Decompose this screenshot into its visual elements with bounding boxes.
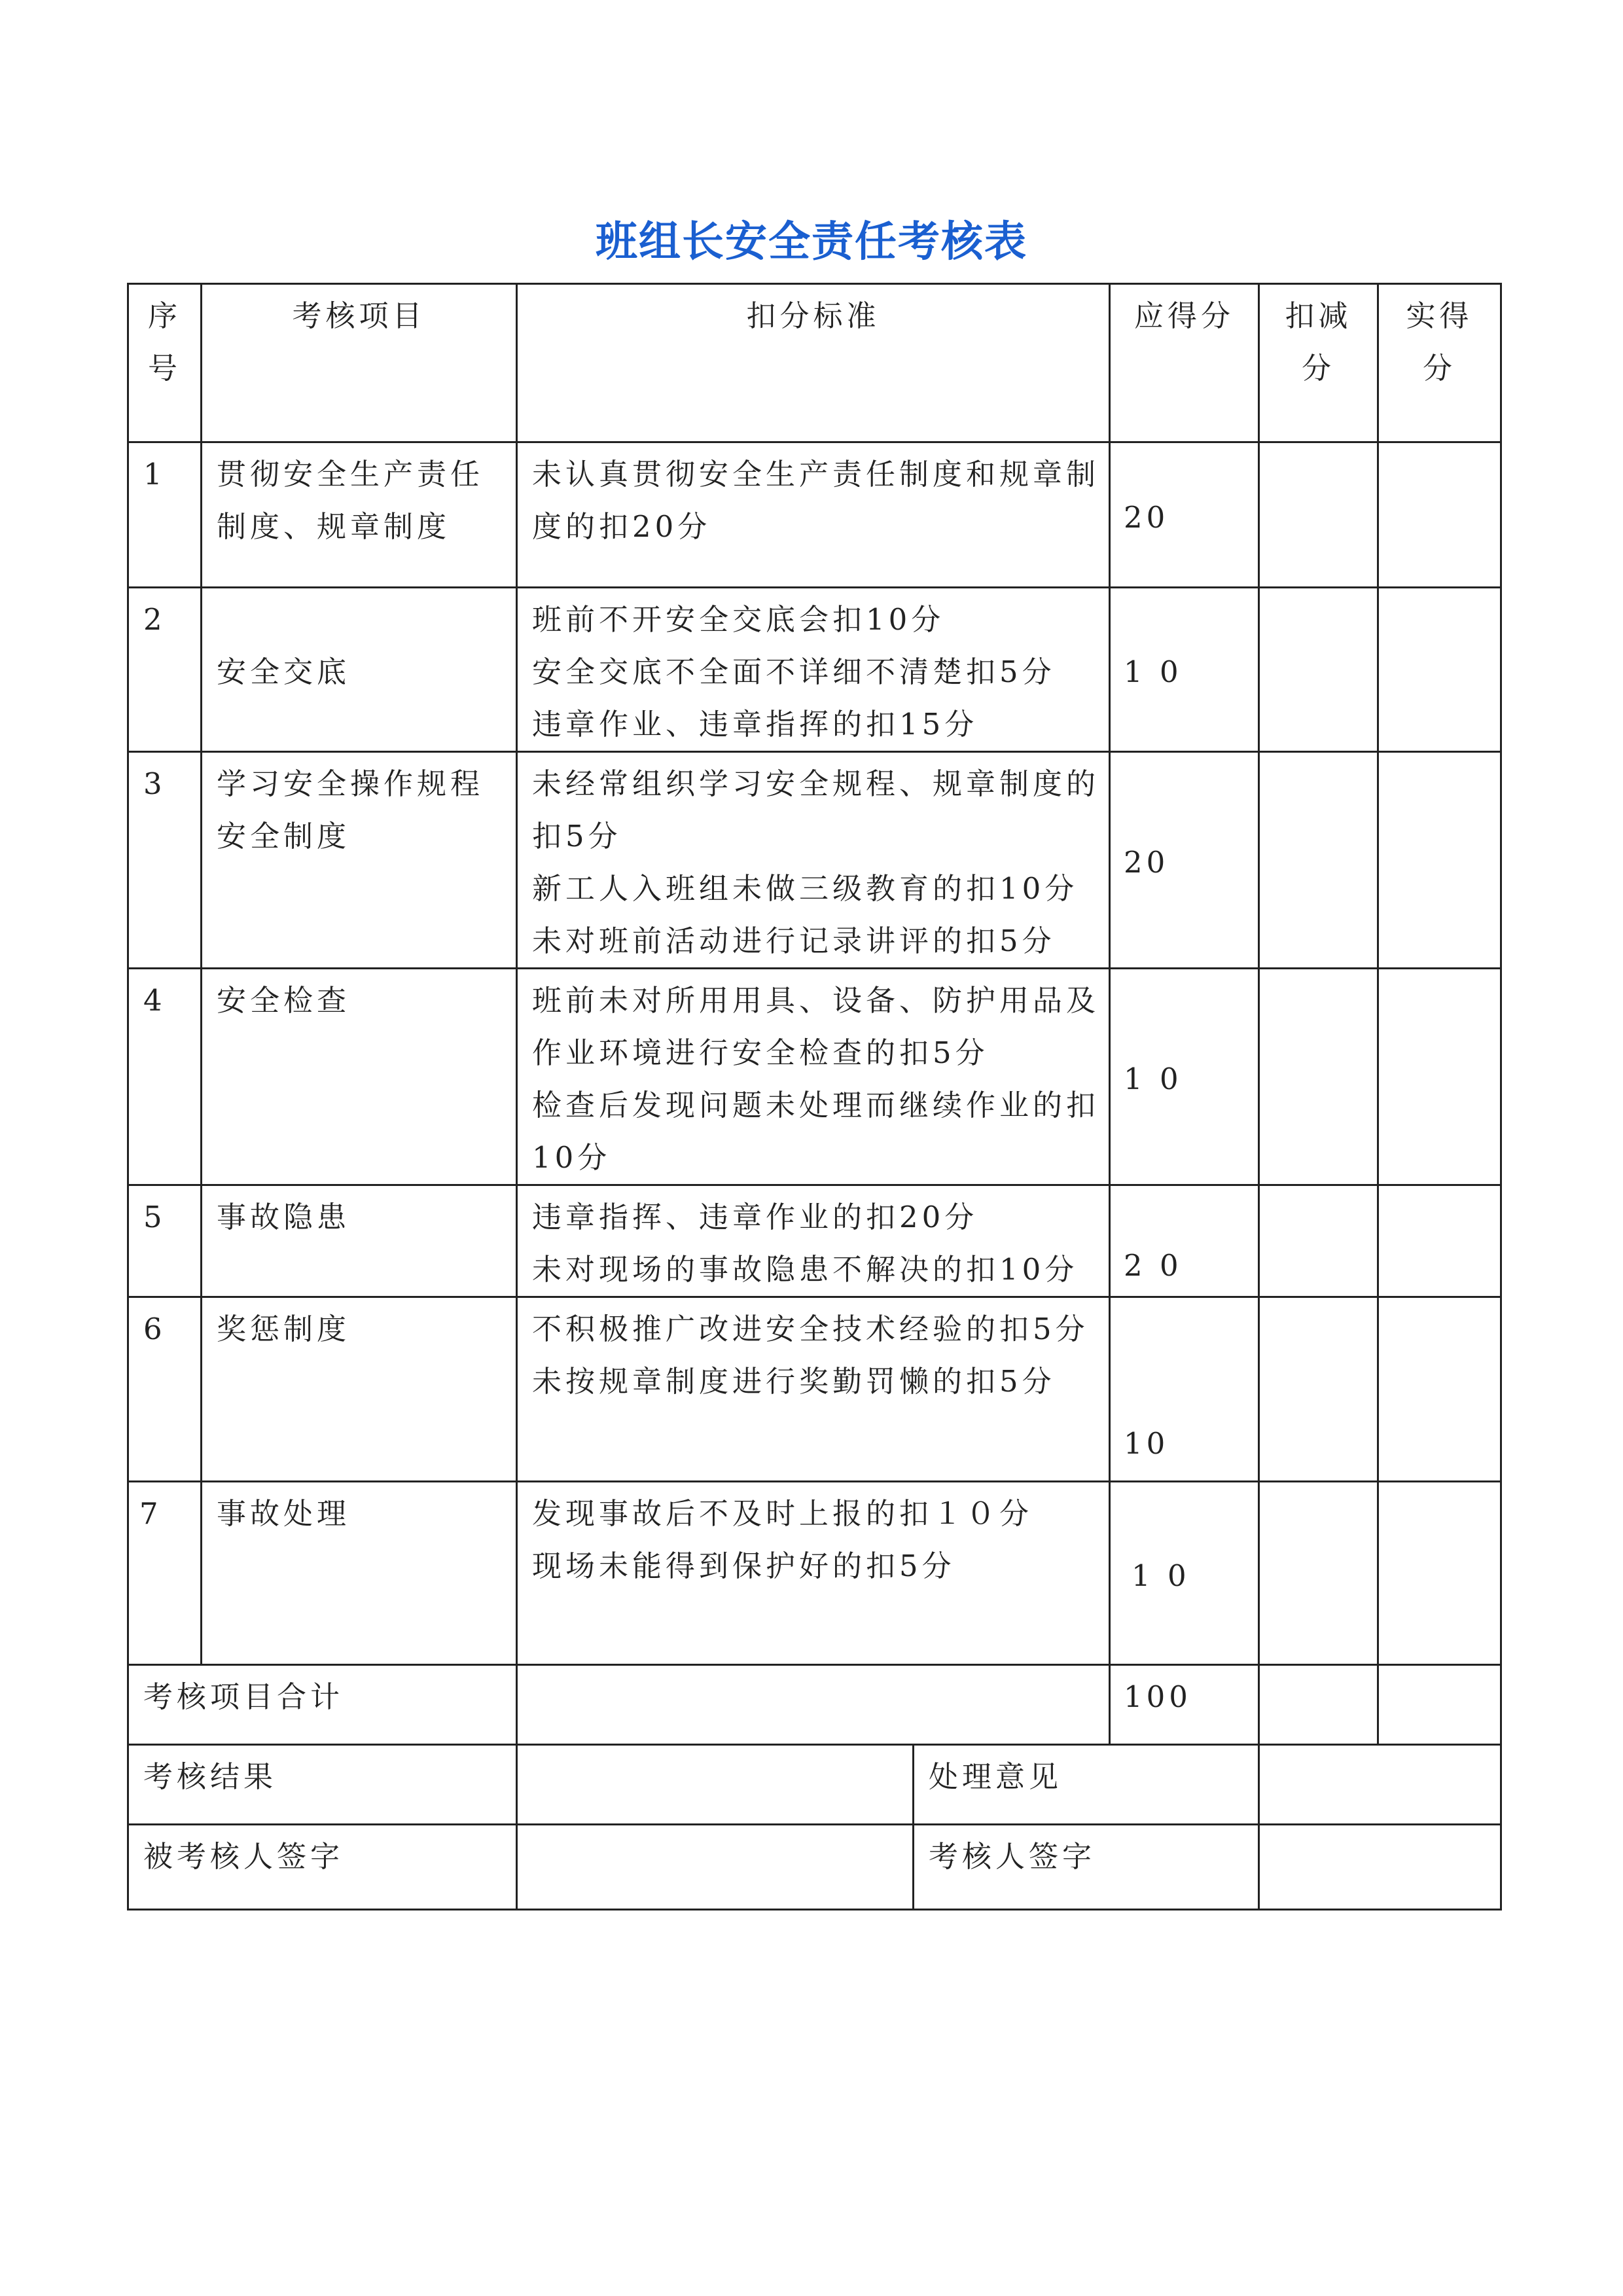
header-seq: 序 号	[128, 284, 202, 442]
row-item: 安全交底	[202, 588, 517, 752]
row-deduct-cell[interactable]	[1259, 1185, 1378, 1297]
row-deduct-cell[interactable]	[1259, 1297, 1378, 1482]
opinion-label: 处理意见	[914, 1745, 1259, 1825]
row-criteria: 班前不开安全交底会扣10分 安全交底不全面不详细不清楚扣5分 违章作业、违章指挥的扣15分	[517, 588, 1110, 752]
total-row	[128, 1665, 1501, 1745]
row-due-score: 1 0	[1110, 588, 1259, 752]
signature-row	[128, 1825, 1501, 1910]
table-row	[128, 1297, 1501, 1482]
row-item: 安全检查	[202, 969, 517, 1185]
total-deduct-cell[interactable]	[1259, 1665, 1378, 1745]
result-value-cell[interactable]	[517, 1745, 914, 1825]
row-due-score: 1 0	[1110, 969, 1259, 1185]
header-criteria: 扣分标准	[517, 284, 1110, 442]
header-actual: 实得 分	[1378, 284, 1501, 442]
total-score: 100	[1110, 1665, 1259, 1745]
result-row	[128, 1745, 1501, 1825]
row-due-score: 1 0	[1110, 1482, 1259, 1665]
row-criteria: 未经常组织学习安全规程、规章制度的 扣5分 新工人入班组未做三级教育的扣10分 未对班前活动进行记录讲评的扣5分	[517, 752, 1110, 969]
examinee-signature-label: 被考核人签字	[128, 1825, 517, 1910]
row-item: 事故处理	[202, 1482, 517, 1665]
row-deduct-cell[interactable]	[1259, 1482, 1378, 1665]
total-criteria-cell	[517, 1665, 1110, 1745]
assessment-table	[127, 283, 1502, 1910]
row-due-score: 10	[1110, 1297, 1259, 1482]
table-row	[128, 442, 1501, 588]
row-deduct-cell[interactable]	[1259, 588, 1378, 752]
result-label: 考核结果	[128, 1745, 517, 1825]
row-actual-cell[interactable]	[1378, 442, 1501, 588]
row-seq: 6	[128, 1297, 202, 1482]
row-seq: 4	[128, 969, 202, 1185]
row-item: 奖惩制度	[202, 1297, 517, 1482]
examiner-signature-label: 考核人签字	[914, 1825, 1259, 1910]
row-actual-cell[interactable]	[1378, 1482, 1501, 1665]
row-actual-cell[interactable]	[1378, 1297, 1501, 1482]
table-row	[128, 1185, 1501, 1297]
examinee-signature-cell[interactable]	[517, 1825, 914, 1910]
table-row	[128, 588, 1501, 752]
header-row	[128, 284, 1501, 442]
header-due-score: 应得分	[1110, 284, 1259, 442]
row-actual-cell[interactable]	[1378, 588, 1501, 752]
row-seq: 2	[128, 588, 202, 752]
row-criteria: 班前未对所用用具、设备、防护用品及 作业环境进行安全检查的扣5分 检查后发现问题未处理而继续作业的扣 10分	[517, 969, 1110, 1185]
row-due-score: 2 0	[1110, 1185, 1259, 1297]
total-actual-cell[interactable]	[1378, 1665, 1501, 1745]
row-seq: 5	[128, 1185, 202, 1297]
page-title: 班组长安全责任考核表	[596, 218, 1027, 266]
row-deduct-cell[interactable]	[1259, 752, 1378, 969]
opinion-value-cell[interactable]	[1259, 1745, 1501, 1825]
row-seq: 3	[128, 752, 202, 969]
row-deduct-cell[interactable]	[1259, 442, 1378, 588]
table-row	[128, 1482, 1501, 1665]
row-criteria: 未认真贯彻安全生产责任制度和规章制 度的扣20分	[517, 442, 1110, 588]
row-due-score: 20	[1110, 752, 1259, 969]
total-label: 考核项目合计	[128, 1665, 517, 1745]
row-actual-cell[interactable]	[1378, 1185, 1501, 1297]
row-item: 学习安全操作规程 安全制度	[202, 752, 517, 969]
table-row	[128, 752, 1501, 969]
row-criteria: 不积极推广改进安全技术经验的扣5分 未按规章制度进行奖勤罚懒的扣5分	[517, 1297, 1110, 1482]
row-seq: 7	[128, 1482, 202, 1665]
header-item: 考核项目	[202, 284, 517, 442]
row-criteria: 发现事故后不及时上报的扣１０分 现场未能得到保护好的扣5分	[517, 1482, 1110, 1665]
row-due-score: 20	[1110, 442, 1259, 588]
row-deduct-cell[interactable]	[1259, 969, 1378, 1185]
row-criteria: 违章指挥、违章作业的扣20分 未对现场的事故隐患不解决的扣10分	[517, 1185, 1110, 1297]
row-item: 贯彻安全生产责任 制度、规章制度	[202, 442, 517, 588]
row-item: 事故隐患	[202, 1185, 517, 1297]
examiner-signature-cell[interactable]	[1259, 1825, 1501, 1910]
row-seq: 1	[128, 442, 202, 588]
row-actual-cell[interactable]	[1378, 752, 1501, 969]
table-row	[128, 969, 1501, 1185]
row-actual-cell[interactable]	[1378, 969, 1501, 1185]
header-deduct: 扣减 分	[1259, 284, 1378, 442]
